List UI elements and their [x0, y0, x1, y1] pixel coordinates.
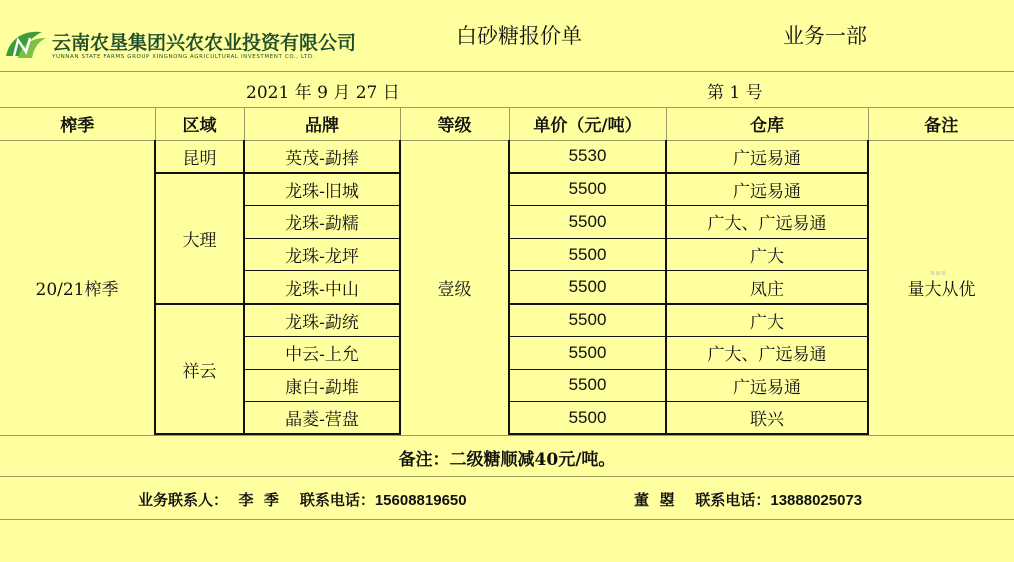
- contact-secondary: [634, 489, 862, 510]
- column-header-remark: 备注: [868, 108, 1014, 141]
- warehouse-cell: 广远易通: [666, 369, 868, 402]
- contact-primary: [138, 489, 467, 510]
- warehouse-cell: 广远易通: [666, 140, 868, 173]
- company-name-cn: 云南农垦集团兴农农业投资有限公司: [52, 32, 357, 54]
- warehouse-cell: 广大、广远易通: [666, 206, 868, 239]
- table-row: [0, 140, 1014, 173]
- brand-cell: 龙珠-龙坪: [244, 238, 400, 271]
- phone-label: 联系电话：: [299, 491, 375, 509]
- remark-cell: 量大从优: [907, 280, 976, 301]
- column-header-region: 区域: [155, 108, 244, 141]
- department-label: 业务一部: [783, 24, 867, 48]
- contact-name: 董 曌: [634, 491, 675, 509]
- season-cell: 20/21榨季: [35, 280, 119, 301]
- price-cell: 5500: [509, 271, 666, 304]
- price-table: [0, 107, 1014, 435]
- brand-cell: 龙珠-中山: [244, 271, 400, 304]
- header-divider: [0, 71, 1014, 72]
- price-cell: 5500: [509, 206, 666, 239]
- grade-cell: 壹级: [437, 280, 472, 301]
- contact-label: 业务联系人：: [138, 491, 229, 509]
- warehouse-cell: 广大: [666, 238, 868, 271]
- price-cell: 5500: [509, 238, 666, 271]
- brand-cell: 龙珠-勐统: [244, 304, 400, 337]
- company-logo-icon: [4, 26, 48, 62]
- table-header-row: [0, 108, 1014, 141]
- warehouse-cell: 联兴: [666, 402, 868, 435]
- note-divider: [0, 476, 1014, 477]
- column-header-season: 榨季: [0, 108, 155, 141]
- warehouse-cell: 凤庄: [666, 271, 868, 304]
- brand-cell: 晶菱-营盘: [244, 402, 400, 435]
- table-bottom-divider: [0, 435, 1014, 436]
- price-cell: 5500: [509, 304, 666, 337]
- price-cell: 5530: [509, 140, 666, 173]
- price-cell: 5500: [509, 336, 666, 369]
- price-cell: 5500: [509, 402, 666, 435]
- brand-cell: 英茂-勐捧: [244, 140, 400, 173]
- price-cell: 5500: [509, 173, 666, 206]
- phone-number: 15608819650: [374, 492, 467, 509]
- column-header-grade: 等级: [400, 108, 509, 141]
- column-header-price: 单价（元/吨）: [509, 108, 666, 141]
- document-date: 2021 年 9 月 27 日: [246, 83, 400, 103]
- footnote: 备注：二级糖顺减40元/吨。: [398, 450, 616, 470]
- footer-divider: [0, 519, 1014, 520]
- brand-cell: 中云-上允: [244, 336, 400, 369]
- column-header-brand: 品牌: [244, 108, 400, 141]
- phone-label: 联系电话：: [695, 491, 771, 509]
- warehouse-cell: 广大、广远易通: [666, 336, 868, 369]
- region-cell: 昆明: [155, 140, 244, 173]
- document-title: 白砂糖报价单: [456, 24, 582, 48]
- brand-cell: 康白-勐堆: [244, 369, 400, 402]
- brand-cell: 龙珠-勐糯: [244, 206, 400, 239]
- column-header-warehouse: 仓库: [666, 108, 868, 141]
- contact-name: 李 季: [238, 491, 279, 509]
- document-number: 第 1 号: [707, 83, 763, 103]
- price-cell: 5500: [509, 369, 666, 402]
- region-cell: 大理: [155, 173, 244, 304]
- warehouse-cell: 广远易通: [666, 173, 868, 206]
- brand-cell: 龙珠-旧城: [244, 173, 400, 206]
- watermark-icon: ▪▪▪: [930, 268, 947, 277]
- region-cell: 祥云: [155, 304, 244, 435]
- phone-number: 13888025073: [770, 492, 863, 509]
- company-name-en: YUNNAN STATE FARMS GROUP XINGNONG AGRICULTURAL INVESTMENT CO., LTD.: [52, 54, 316, 60]
- warehouse-cell: 广大: [666, 304, 868, 337]
